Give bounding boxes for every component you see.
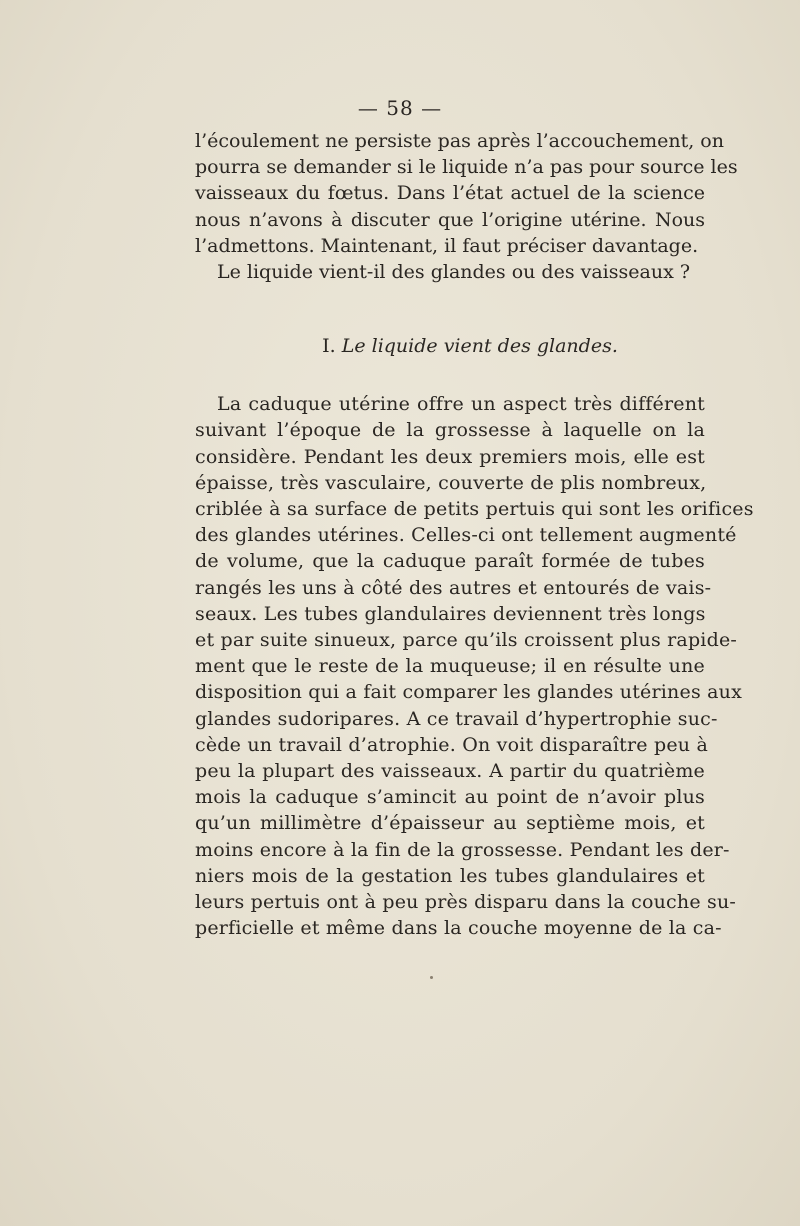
- text-line: seaux. Les tubes glandulaires deviennent très longs: [195, 602, 706, 625]
- text-line: ment que le reste de la muqueuse; il en résulte une: [195, 655, 705, 678]
- text-line: criblée à sa surface de petits pertuis qui sont les orifices: [195, 498, 754, 521]
- text-line: rangés les uns à côté des autres et entourés de vais-: [195, 576, 712, 599]
- text-line: et par suite sinueux, parce qu’ils croissent plus rapide-: [195, 629, 738, 652]
- text-line: cède un travail d’atrophie. On voit disparaître peu à: [195, 733, 708, 756]
- text-line: pourra se demander si le liquide n’a pas pour source les: [195, 156, 738, 179]
- text-line: glandes sudoripares. A ce travail d’hypertrophie suc-: [195, 707, 718, 730]
- text-line: leurs pertuis ont à peu près disparu dans la couche su-: [195, 891, 737, 914]
- paragraph-intro: [195, 128, 738, 285]
- text-line: nous n’avons à discuter que l’origine utérine. Nous: [195, 208, 705, 231]
- text-line: considère. Pendant les deux premiers mois, elle est: [195, 445, 705, 468]
- section-title-text: Le liquide vient des glandes.: [341, 335, 618, 358]
- body-text: [195, 128, 754, 941]
- paragraph-caduque: [195, 391, 754, 941]
- page-number: — 58 —: [357, 96, 443, 120]
- text-line: de volume, que la caduque paraît formée de tubes: [195, 550, 705, 573]
- section-number: I.: [322, 335, 336, 358]
- text-line: disposition qui a fait comparer les glandes utérines aux: [195, 681, 743, 704]
- text-line: peu la plupart des vaisseaux. A partir du quatrième: [195, 760, 705, 783]
- text-line: des glandes utérines. Celles-ci ont tellement augmenté: [195, 524, 737, 547]
- text-line: qu’un millimètre d’épaisseur au septième mois, et: [195, 812, 705, 835]
- text-line: vaisseaux du fœtus. Dans l’état actuel de la science: [195, 182, 705, 205]
- text-line: l’admettons. Maintenant, il faut préciser davantage.: [195, 234, 699, 257]
- text-line: La caduque utérine offre un aspect très différent: [217, 393, 705, 416]
- text-line: mois la caduque s’amincit au point de n’avoir plus: [195, 786, 705, 809]
- text-line: suivant l’époque de la grossesse à laquelle on la: [195, 419, 705, 442]
- text-line: perficielle et même dans la couche moyenne de la ca-: [195, 917, 722, 940]
- section-heading: [195, 333, 705, 359]
- ink-speck: [430, 976, 433, 979]
- text-line: niers mois de la gestation les tubes glandulaires et: [195, 864, 705, 887]
- text-line: l’écoulement ne persiste pas après l’accouchement, on: [195, 130, 724, 152]
- question-line: Le liquide vient-il des glandes ou des vaisseaux ?: [217, 261, 691, 284]
- text-line: épaisse, très vasculaire, couverte de plis nombreux,: [195, 471, 707, 494]
- text-line: moins encore à la fin de la grossesse. Pendant les der-: [195, 838, 730, 861]
